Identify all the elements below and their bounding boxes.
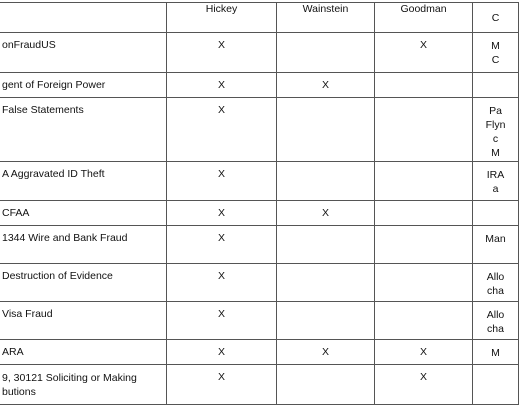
table-row (0, 302, 519, 340)
table-row (0, 73, 519, 98)
note-text (473, 201, 519, 226)
charge-label: 1344 Wire and Bank Fraud (0, 226, 167, 264)
table-row (0, 226, 519, 264)
wainstein-mark: X (277, 73, 375, 98)
header-goodman: Goodman (375, 3, 473, 33)
goodman-mark (375, 264, 473, 302)
table-row (0, 340, 519, 365)
wainstein-mark (277, 226, 375, 264)
note-text: Allo cha (473, 302, 519, 340)
goodman-mark (375, 73, 473, 98)
hickey-mark: X (167, 365, 277, 405)
hickey-mark: X (167, 226, 277, 264)
charge-label: False Statements (0, 98, 167, 162)
wainstein-mark (277, 162, 375, 201)
wainstein-mark (277, 98, 375, 162)
goodman-mark (375, 226, 473, 264)
note-text (473, 73, 519, 98)
wainstein-mark (277, 33, 375, 73)
wainstein-mark: X (277, 201, 375, 226)
table-row (0, 33, 519, 73)
hickey-mark: X (167, 73, 277, 98)
note-text: IRA a (473, 162, 519, 201)
goodman-mark (375, 302, 473, 340)
header-notes: C (473, 3, 519, 33)
table-row (0, 162, 519, 201)
charges-table (0, 2, 519, 405)
charge-label: Visa Fraud (0, 302, 167, 340)
wainstein-mark (277, 365, 375, 405)
note-text: M (473, 340, 519, 365)
hickey-mark: X (167, 201, 277, 226)
charge-label: 9, 30121 Soliciting or Making butions (0, 365, 167, 405)
hickey-mark: X (167, 98, 277, 162)
note-text: Allo cha (473, 264, 519, 302)
header-charge (0, 3, 167, 33)
wainstein-mark (277, 302, 375, 340)
table-row (0, 201, 519, 226)
header-wainstein: Wainstein (277, 3, 375, 33)
header-hickey: Hickey (167, 3, 277, 33)
table-header-row (0, 3, 519, 33)
charge-label: ARA (0, 340, 167, 365)
note-text: Man (473, 226, 519, 264)
table-row (0, 98, 519, 162)
hickey-mark: X (167, 162, 277, 201)
hickey-mark: X (167, 302, 277, 340)
hickey-mark: X (167, 33, 277, 73)
goodman-mark (375, 162, 473, 201)
charge-label: A Aggravated ID Theft (0, 162, 167, 201)
note-text: M C (473, 33, 519, 73)
table-row (0, 365, 519, 405)
hickey-mark: X (167, 264, 277, 302)
goodman-mark: X (375, 365, 473, 405)
charge-label: Destruction of Evidence (0, 264, 167, 302)
hickey-mark: X (167, 340, 277, 365)
note-text (473, 365, 519, 405)
charge-label: gent of Foreign Power (0, 73, 167, 98)
goodman-mark (375, 98, 473, 162)
note-text: Pa Flyn c M (473, 98, 519, 162)
goodman-mark: X (375, 33, 473, 73)
wainstein-mark: X (277, 340, 375, 365)
table-row (0, 264, 519, 302)
goodman-mark (375, 201, 473, 226)
goodman-mark: X (375, 340, 473, 365)
wainstein-mark (277, 264, 375, 302)
charge-label: onFraudUS (0, 33, 167, 73)
charge-label: CFAA (0, 201, 167, 226)
